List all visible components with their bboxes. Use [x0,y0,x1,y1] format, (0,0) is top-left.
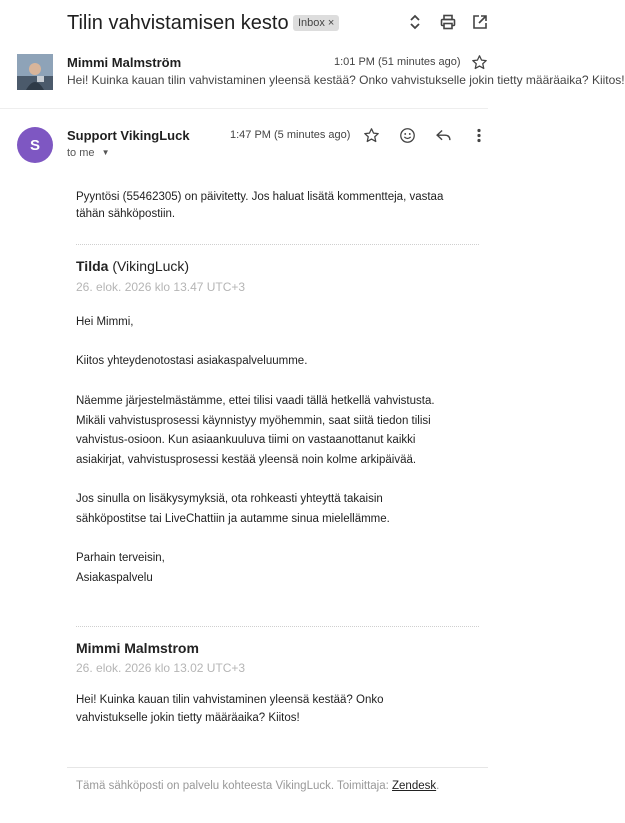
dotted-divider [76,626,479,627]
reply-author-org: (VikingLuck) [112,258,190,274]
recipient-label: to me [67,147,95,159]
recipient-toggle[interactable] [67,147,110,159]
message-divider [0,108,488,109]
reply-signoff: Parhain terveisin, [76,552,165,564]
inbox-label-badge[interactable] [293,15,339,31]
reply-paragraph-line: sähköpostitse tai LiveChattiin ja autamme sinua mielellämme. [76,513,390,525]
message-time: 1:47 PM (5 minutes ago) [230,129,351,141]
emoji-icon[interactable] [399,127,416,144]
reply-author-name: Tilda [76,258,109,274]
sender-name: Support VikingLuck [67,128,190,143]
remove-label-icon[interactable]: × [327,17,335,29]
chevron-down-icon: ▼ [101,148,110,157]
open-new-window-icon[interactable] [471,13,489,31]
reply-author [76,258,189,274]
message-snippet[interactable]: Hei! Kuinka kauan tilin vahvistaminen yleensä kestää? Onko vahvistukselle jokin tietty määräaika? Kiitos! [67,73,625,87]
intro-line: tähän sähköpostiin. [76,208,176,220]
original-author [76,640,199,656]
reply-signature: Asiakaspalvelu [76,572,153,584]
footer-end: . [436,780,440,792]
reply-paragraph-line: Jos sinulla on lisäkysymyksiä, ota rohkeasti yhteyttä takaisin [76,493,383,505]
email-subject: Tilin vahvistamisen kesto [67,12,289,34]
reply-greeting: Hei Mimmi, [76,316,134,328]
reply-paragraph-line: Näemme järjestelmästämme, ettei tilisi vaadi tällä hetkellä vahvistusta. [76,395,435,407]
sender-name: Mimmi Malmström [67,55,182,70]
sender-avatar[interactable] [17,54,53,90]
footer-text: Tämä sähköposti on palvelu kohteesta VikingLuck. Toimittaja: [76,780,393,792]
more-vert-icon[interactable] [475,127,483,144]
star-icon[interactable] [363,127,380,144]
dotted-divider [76,244,479,245]
star-icon[interactable] [471,54,488,71]
reply-paragraph-line: Mikäli vahvistusprosessi käynnistyy myöhemmin, saat siitä tiedon tilisi [76,415,431,427]
email-footer [76,780,439,792]
print-icon[interactable] [439,13,457,31]
original-line: vahvistukselle jokin tietty määräaika? Kiitos! [76,712,300,724]
reply-paragraph-line: asiakirjat, vahvistusprosessi kestää yleensä noin kolme arkipäivää. [76,454,417,466]
reply-date: 26. elok. 2026 klo 13.47 UTC+3 [76,280,246,294]
badge-label: Inbox [298,17,325,29]
footer-divider [67,767,488,768]
intro-line: Pyyntösi (55462305) on päivitetty. Jos haluat lisätä kommentteja, vastaa [76,191,444,203]
original-date: 26. elok. 2026 klo 13.02 UTC+3 [76,661,246,675]
sender-avatar[interactable]: S [17,127,53,163]
original-author-name: Mimmi Malmstrom [76,640,199,656]
unfold-icon[interactable] [406,13,424,31]
zendesk-link[interactable]: Zendesk [392,780,437,792]
reply-icon[interactable] [435,127,452,144]
message-time: 1:01 PM (51 minutes ago) [334,56,461,68]
reply-paragraph: Kiitos yhteydenotostasi asiakaspalveluumme. [76,355,308,367]
reply-paragraph-line: vahvistus-osioon. Kun asiaankuuluva tiimi on vastaanottanut kaikki [76,434,416,446]
original-line: Hei! Kuinka kauan tilin vahvistaminen yleensä kestää? Onko [76,694,384,706]
